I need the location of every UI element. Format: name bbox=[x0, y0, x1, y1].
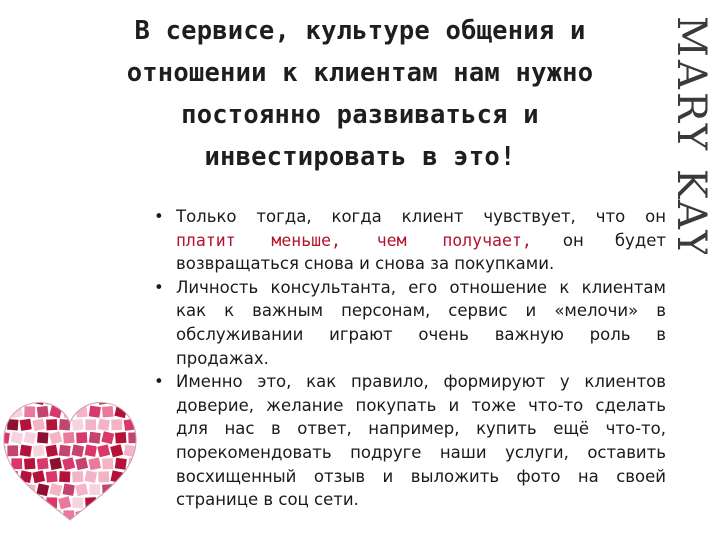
heart-tile bbox=[36, 509, 49, 522]
mary-kay-logo bbox=[668, 14, 716, 254]
heart-tile bbox=[58, 444, 71, 457]
heart-tile bbox=[75, 457, 89, 471]
bullet-line: Только тогда, когда клиент чувствует, что он bbox=[176, 207, 666, 226]
heart-tile bbox=[71, 395, 85, 406]
heart-tile bbox=[0, 457, 11, 471]
heart-tile bbox=[58, 496, 72, 510]
heart-tile bbox=[136, 522, 140, 525]
heart-tile bbox=[110, 444, 124, 458]
heart-tile bbox=[0, 471, 6, 483]
highlighted-text: платит меньше, чем получает, bbox=[176, 230, 532, 250]
heart-tile bbox=[7, 471, 19, 483]
bullet-list bbox=[151, 205, 666, 512]
heart-tile bbox=[114, 457, 127, 470]
heart-tile bbox=[23, 431, 36, 444]
heart-tile bbox=[0, 406, 10, 418]
heart-tile bbox=[32, 470, 46, 484]
heart-tile bbox=[71, 522, 85, 525]
heart-tile bbox=[62, 457, 76, 471]
heart-tile bbox=[102, 510, 114, 522]
heart-tile bbox=[19, 470, 33, 484]
heart-tile bbox=[19, 496, 32, 509]
heart-tile bbox=[24, 510, 36, 522]
bullet-line: порекомендовать подруге наши услуги, оставить bbox=[176, 442, 666, 462]
heart-tile bbox=[97, 395, 110, 405]
title-line: отношении к клиентам нам нужно bbox=[126, 58, 594, 88]
heart-tile bbox=[124, 471, 136, 483]
heart-tile bbox=[32, 444, 45, 457]
heart-tile bbox=[88, 431, 101, 444]
bullet-line bbox=[176, 229, 666, 253]
bullet-line: как к важным персонам, сервис и «мелочи» в bbox=[176, 301, 666, 321]
heart-tile bbox=[71, 444, 84, 457]
heart-tile bbox=[137, 497, 140, 509]
heart-tile bbox=[85, 419, 97, 431]
heart-tile bbox=[45, 444, 58, 457]
heart-tile bbox=[62, 483, 75, 496]
heart-tile bbox=[49, 431, 63, 445]
heart-tile bbox=[128, 484, 140, 496]
heart-tile bbox=[32, 418, 46, 432]
bullet-line: Именно это, как правило, формируют у клиентов bbox=[176, 372, 666, 392]
heart-tile bbox=[101, 431, 115, 445]
bullet-marker: • bbox=[154, 207, 164, 226]
bullet-line: странице в соц сети. bbox=[176, 490, 359, 510]
heart-tile bbox=[136, 395, 140, 406]
bullet-line: продажах. bbox=[176, 348, 269, 368]
heart-tile bbox=[6, 522, 20, 525]
heart-tile bbox=[72, 471, 84, 483]
heart-tile bbox=[59, 471, 71, 483]
heart-tile bbox=[49, 483, 63, 497]
heart-tile bbox=[0, 395, 6, 405]
heart-tile bbox=[114, 405, 128, 419]
bullet-item bbox=[151, 276, 666, 370]
heart-tile bbox=[58, 395, 71, 405]
heart-tile bbox=[0, 431, 10, 444]
heart-tile bbox=[84, 470, 98, 484]
heart-tile bbox=[46, 419, 58, 431]
heart-tile bbox=[110, 496, 123, 509]
heart-tile bbox=[0, 522, 6, 525]
heart-tile bbox=[128, 432, 140, 444]
heart-tile bbox=[98, 523, 110, 525]
bullet-line: обслуживании играют очень важную роль в bbox=[176, 324, 666, 344]
heart-tile bbox=[6, 395, 19, 405]
heart-tile bbox=[123, 496, 137, 510]
heart-tile bbox=[63, 432, 75, 444]
heart-tile bbox=[88, 405, 101, 418]
heart-tile bbox=[111, 395, 123, 405]
heart-tile bbox=[102, 406, 114, 418]
bullet-line: доверие, желание покупать и тоже что-то сделать bbox=[176, 395, 666, 415]
heart-tile bbox=[72, 497, 84, 509]
heart-tile bbox=[6, 496, 20, 510]
heart-tile bbox=[37, 432, 49, 444]
heart-tile bbox=[49, 457, 62, 470]
heart-tile bbox=[20, 395, 32, 405]
heart-tile bbox=[110, 470, 124, 484]
heart-tile bbox=[19, 418, 32, 431]
bullet-item bbox=[151, 205, 666, 276]
heart-tile bbox=[24, 406, 36, 418]
heart-svg bbox=[0, 395, 140, 525]
heart-tile bbox=[111, 419, 123, 431]
bullet-line: Личность консультанта, его отношение к клиентам bbox=[176, 277, 666, 297]
title-line: постоянно развиваться и bbox=[181, 100, 539, 130]
heart-tile bbox=[88, 457, 102, 471]
heart-tile bbox=[71, 419, 84, 432]
heart-tile bbox=[24, 458, 36, 470]
bullet-marker: • bbox=[154, 277, 164, 297]
heart-tile bbox=[89, 484, 101, 496]
bullet-text: он будет bbox=[531, 230, 666, 250]
heart-tile bbox=[59, 523, 71, 525]
heart-tile bbox=[36, 405, 49, 418]
heart-tile bbox=[123, 418, 136, 431]
heart-tile bbox=[36, 457, 49, 470]
heart-tile bbox=[23, 483, 36, 496]
heart-tile bbox=[32, 522, 45, 525]
heart-tile bbox=[19, 444, 32, 457]
heart-tile bbox=[115, 432, 127, 444]
slide-title bbox=[40, 10, 680, 178]
title-line: инвестировать в это! bbox=[204, 142, 516, 172]
heart-tile bbox=[0, 483, 11, 497]
bullet-item bbox=[151, 370, 666, 512]
heart-tile bbox=[11, 510, 23, 522]
heart-tile bbox=[88, 509, 101, 522]
heart-tile bbox=[11, 484, 23, 496]
heart-tile bbox=[7, 445, 19, 457]
heart-tile bbox=[0, 497, 6, 509]
heart-tile bbox=[32, 395, 46, 405]
heart-tile bbox=[98, 471, 110, 483]
heart-tile bbox=[10, 431, 24, 445]
heart-tile bbox=[76, 432, 88, 444]
heart-tile bbox=[97, 444, 111, 458]
heart-tile bbox=[98, 497, 110, 509]
heart-tile bbox=[19, 522, 32, 525]
bullet-line: возвращаться снова и снова за покупками. bbox=[176, 254, 555, 274]
heart-tile bbox=[84, 522, 98, 525]
heart-tile bbox=[102, 458, 114, 470]
heart-tile bbox=[114, 509, 128, 523]
bullet-line: для нас в ответ, например, купить ещё что-то, bbox=[176, 419, 666, 439]
title-line: В сервисе, культуре общения и bbox=[134, 16, 586, 46]
mosaic-heart-image bbox=[0, 395, 140, 525]
heart-tile bbox=[136, 444, 140, 457]
heart-tile bbox=[110, 522, 123, 525]
heart-tile bbox=[0, 509, 10, 522]
bullet-line: восхищенный отзыв и выложить фото на своей bbox=[176, 466, 666, 486]
heart-tile bbox=[46, 523, 58, 525]
heart-tile bbox=[75, 483, 89, 497]
heart-tile bbox=[84, 444, 97, 457]
heart-tile bbox=[114, 483, 127, 496]
heart-tile bbox=[123, 395, 137, 406]
heart-tile bbox=[123, 522, 136, 525]
bullet-marker: • bbox=[154, 372, 164, 392]
heart-tile bbox=[49, 509, 62, 522]
heart-tile bbox=[127, 509, 140, 522]
heart-tile bbox=[137, 470, 140, 483]
logo-text: MARY KAY bbox=[668, 16, 714, 254]
heart-tile bbox=[97, 418, 110, 431]
heart-tile bbox=[45, 470, 58, 483]
heart-tile bbox=[136, 418, 140, 431]
